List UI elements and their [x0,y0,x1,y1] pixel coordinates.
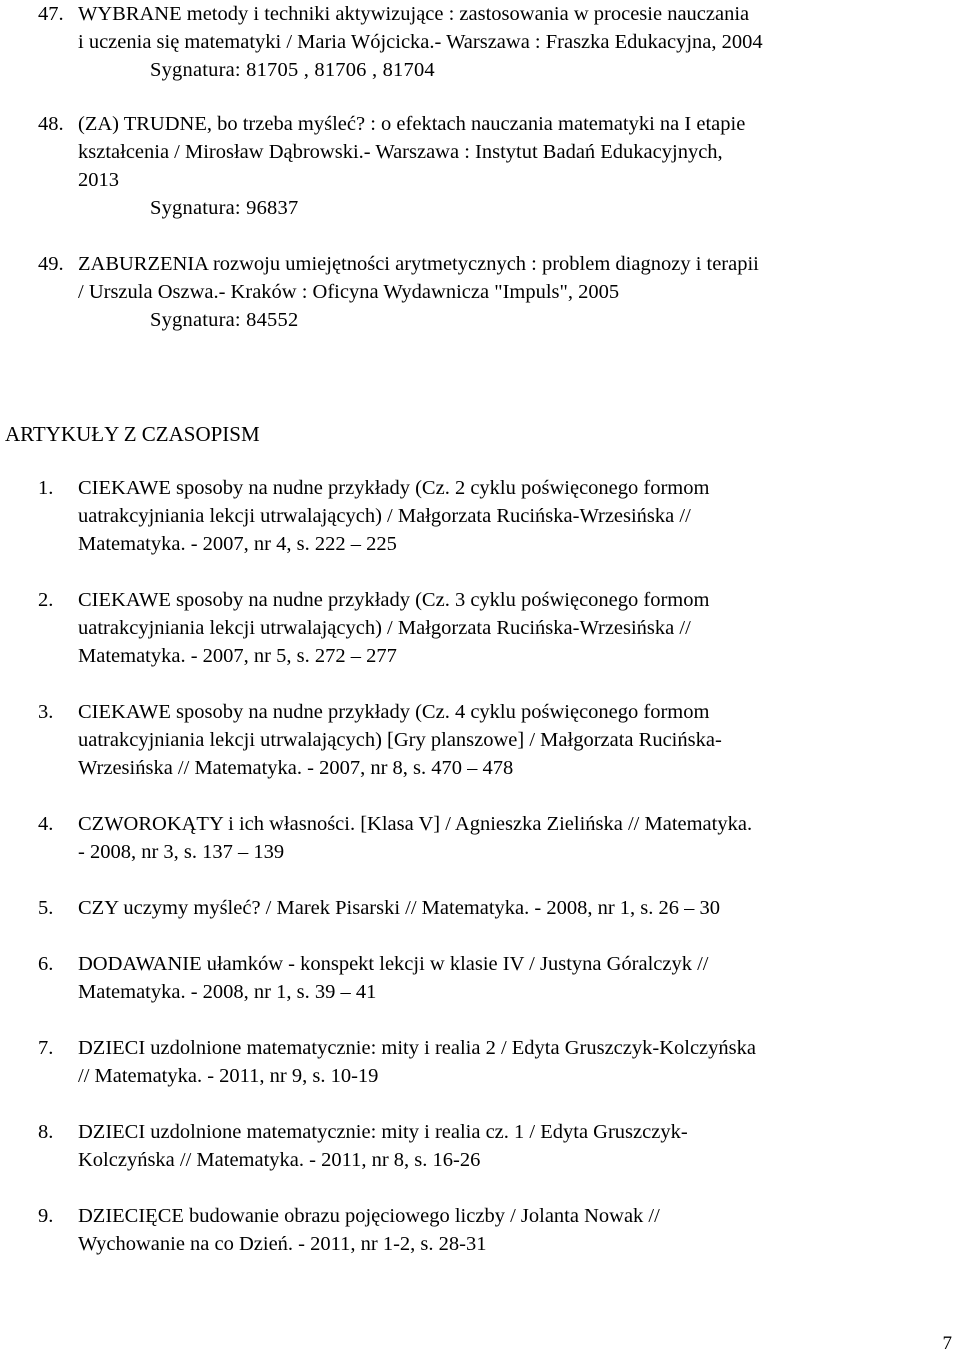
entry-number: 6. [38,953,54,975]
article-entry [38,950,898,1006]
signature-value: 81705 , 81706 , 81704 [246,59,435,81]
article-entry [38,1118,898,1174]
section-title: ARTYKUŁY Z CZASOPISM [5,422,260,446]
signature-value: 84552 [246,309,299,331]
entry-text-line: CZY uczymy myśleć? / Marek Pisarski // Matematyka. - 2008, nr 1, s. 26 – 30 [78,897,721,919]
entry-number: 5. [38,897,54,919]
signature-value: 96837 [246,197,299,219]
entry-text-line: Matematyka. - 2007, nr 5, s. 272 – 277 [78,645,397,667]
article-entry [38,1202,898,1258]
entry-text-line: uatrakcyjniania lekcji utrwalających) [Gry planszowe] / Małgorzata Rucińska- [78,729,722,751]
article-entry [38,894,898,922]
entry-text-line: DZIECI uzdolnione matematycznie: mity i realia 2 / Edyta Gruszczyk-Kolczyńska [78,1037,756,1059]
entry-text-line: i uczenia się matematyki / Maria Wójcicka.- Warszawa : Fraszka Edukacyjna, 2004 [78,31,763,53]
entry-text-line: DODAWANIE ułamków - konspekt lekcji w klasie IV / Justyna Góralczyk // [78,953,709,975]
entry-text-line: Matematyka. - 2008, nr 1, s. 39 – 41 [78,981,377,1003]
entry-number: 7. [38,1037,54,1059]
signature [38,56,898,84]
entry-number: 49. [38,253,64,275]
entry-text-line: uatrakcyjniania lekcji utrwalających) / Małgorzata Rucińska-Wrzesińska // [78,617,691,639]
entry-text-line: // Matematyka. - 2011, nr 9, s. 10-19 [78,1065,379,1087]
entry-number: 47. [38,3,64,25]
entry-text-line: Wychowanie na co Dzień. - 2011, nr 1-2, s. 28-31 [78,1233,487,1255]
entry-number: 8. [38,1121,54,1143]
book-entry [38,110,898,222]
entry-text-line: ZABURZENIA rozwoju umiejętności arytmetycznych : problem diagnozy i terapii [78,253,759,275]
entry-text-line: WYBRANE metody i techniki aktywizujące : zastosowania w procesie nauczania [78,3,750,25]
entry-text-line: uatrakcyjniania lekcji utrwalających) / Małgorzata Rucińska-Wrzesińska // [78,505,691,527]
entry-number: 3. [38,701,54,723]
entry-number: 48. [38,113,64,135]
book-entry [38,250,898,334]
signature-label: Sygnatura: [150,197,241,219]
entry-text-line: - 2008, nr 3, s. 137 – 139 [78,841,285,863]
entry-text-line: CIEKAWE sposoby na nudne przykłady (Cz. 4 cyklu poświęconego formom [78,701,710,723]
article-entry [38,1034,898,1090]
article-entry [38,698,898,782]
book-entry [38,0,898,84]
entry-text-line: CIEKAWE sposoby na nudne przykłady (Cz. 3 cyklu poświęconego formom [78,589,710,611]
signature [38,306,898,334]
entry-number: 4. [38,813,54,835]
article-entry [38,474,898,558]
article-entry [38,810,898,866]
entry-number: 9. [38,1205,54,1227]
page-number: 7 [942,1333,952,1354]
entry-number: 2. [38,589,54,611]
entry-text-line: / Urszula Oszwa.- Kraków : Oficyna Wydawnicza "Impuls", 2005 [78,281,620,303]
entry-text-line: CZWOROKĄTY i ich własności. [Klasa V] / Agnieszka Zielińska // Matematyka. [78,813,753,835]
article-entry [38,586,898,670]
entry-text-line: DZIECIĘCE budowanie obrazu pojęciowego liczby / Jolanta Nowak // [78,1205,660,1227]
signature-label: Sygnatura: [150,59,241,81]
signature [38,194,898,222]
entry-text-line: 2013 [78,169,119,191]
entry-text-line: kształcenia / Mirosław Dąbrowski.- Warszawa : Instytut Badań Edukacyjnych, [78,141,723,163]
signature-label: Sygnatura: [150,309,241,331]
entry-text-line: Matematyka. - 2007, nr 4, s. 222 – 225 [78,533,397,555]
entry-number: 1. [38,477,54,499]
entry-text-line: (ZA) TRUDNE, bo trzeba myśleć? : o efektach nauczania matematyki na I etapie [78,113,746,135]
entry-text-line: Wrzesińska // Matematyka. - 2007, nr 8, s. 470 – 478 [78,757,514,779]
entry-text-line: DZIECI uzdolnione matematycznie: mity i realia cz. 1 / Edyta Gruszczyk- [78,1121,688,1143]
entry-text-line: Kolczyńska // Matematyka. - 2011, nr 8, s. 16-26 [78,1149,481,1171]
entry-text-line: CIEKAWE sposoby na nudne przykłady (Cz. 2 cyklu poświęconego formom [78,477,710,499]
